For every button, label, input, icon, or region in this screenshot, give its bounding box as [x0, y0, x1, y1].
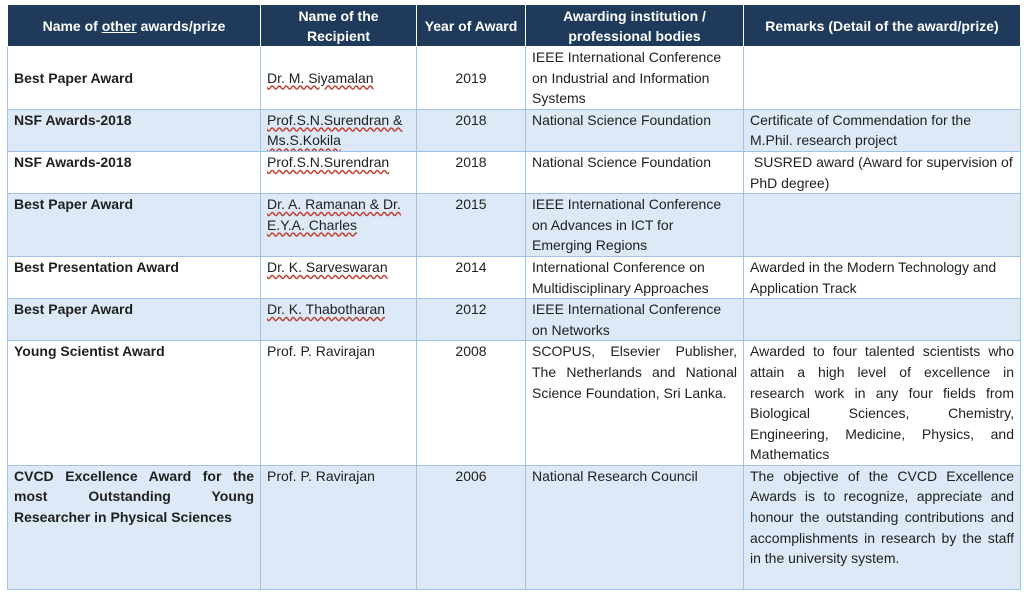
awards-table [7, 4, 1021, 590]
remarks-cell [744, 299, 1021, 341]
year-cell: 2018 [417, 151, 526, 193]
recipient-cell [261, 341, 417, 466]
recipient-text: Dr. A. Ramanan & Dr. E.Y.A. Charles [267, 196, 401, 233]
header-year: Year of Award [417, 5, 526, 47]
institution-cell: SCOPUS, Elsevier Publisher, The Netherlands and National Science Foundation, Sri Lanka. [526, 341, 744, 466]
remarks-cell: The objective of the CVCD Excellence Awards is to recognize, appreciate and honour the outstanding contributions and accomplishments in research by the staff in the university system. [744, 465, 1021, 589]
remarks-cell [744, 194, 1021, 257]
table-header-row [8, 5, 1021, 47]
header-institution: Awarding institution / professional bodies [526, 5, 744, 47]
remarks-cell: Awarded to four talented scientists who attain a high level of excellence in research work in any four fields from Biological Sciences, Chemistry, Engineering, Medicine, Physics, and Mathematics [744, 341, 1021, 466]
remarks-cell: Awarded in the Modern Technology and Application Track [744, 256, 1021, 298]
table-row [8, 299, 1021, 341]
recipient-cell [261, 194, 417, 257]
award-name-cell: NSF Awards-2018 [8, 151, 261, 193]
recipient-text: Prof.S.N.Surendran [267, 153, 390, 170]
table-row [8, 109, 1021, 151]
year-cell: 2014 [417, 256, 526, 298]
table-row [8, 465, 1021, 589]
recipient-text: Dr. M. Siyamalan [267, 69, 374, 86]
recipient-text: Dr. K. Thabotharan [267, 301, 386, 318]
institution-cell: IEEE International Conference on Networks [526, 299, 744, 341]
recipient-cell [261, 109, 417, 151]
institution-cell: IEEE International Conference on Advances in ICT for Emerging Regions [526, 194, 744, 257]
header-recipient: Name of the Recipient [261, 5, 417, 47]
award-name-cell: CVCD Excellence Award for the most Outstanding Young Researcher in Physical Sciences [8, 465, 261, 589]
award-name-cell: Best Paper Award [8, 47, 261, 110]
year-cell: 2019 [417, 47, 526, 110]
header-award-name [8, 5, 261, 47]
year-cell: 2018 [417, 109, 526, 151]
remarks-cell: Certificate of Commendation for the M.Phil. research project [744, 109, 1021, 151]
header-award-name-pre: Name of [42, 17, 102, 34]
table-row [8, 194, 1021, 257]
award-name-cell: Best Paper Award [8, 299, 261, 341]
recipient-cell [261, 151, 417, 193]
recipient-text: Prof. P. Ravirajan [267, 467, 375, 484]
header-award-name-underlined: other [101, 17, 137, 34]
header-remarks: Remarks (Detail of the award/prize) [744, 5, 1021, 47]
institution-cell: National Research Council [526, 465, 744, 589]
institution-cell: National Science Foundation [526, 151, 744, 193]
table-row [8, 47, 1021, 110]
recipient-cell [261, 47, 417, 110]
year-cell: 2008 [417, 341, 526, 466]
header-award-name-post: awards/prize [136, 17, 226, 34]
awards-table-container [7, 4, 1020, 590]
recipient-text: Dr. K. Sarveswaran [267, 258, 388, 275]
table-row [8, 256, 1021, 298]
award-name-cell: Young Scientist Award [8, 341, 261, 466]
table-row [8, 151, 1021, 193]
remarks-cell: SUSRED award (Award for supervision of PhD degree) [744, 151, 1021, 193]
year-cell: 2006 [417, 465, 526, 589]
recipient-text: Prof.S.N.Surendran & Ms.S.Kokila [267, 111, 403, 149]
recipient-cell [261, 299, 417, 341]
year-cell: 2015 [417, 194, 526, 257]
recipient-text: Prof. P. Ravirajan [267, 343, 375, 360]
institution-cell: National Science Foundation [526, 109, 744, 151]
remarks-cell [744, 47, 1021, 110]
recipient-cell [261, 465, 417, 589]
recipient-cell [261, 256, 417, 298]
award-name-cell: Best Paper Award [8, 194, 261, 257]
award-name-cell: NSF Awards-2018 [8, 109, 261, 151]
award-name-cell: Best Presentation Award [8, 256, 261, 298]
table-row [8, 341, 1021, 466]
institution-cell: IEEE International Conference on Industrial and Information Systems [526, 47, 744, 110]
institution-cell: International Conference on Multidisciplinary Approaches [526, 256, 744, 298]
year-cell: 2012 [417, 299, 526, 341]
